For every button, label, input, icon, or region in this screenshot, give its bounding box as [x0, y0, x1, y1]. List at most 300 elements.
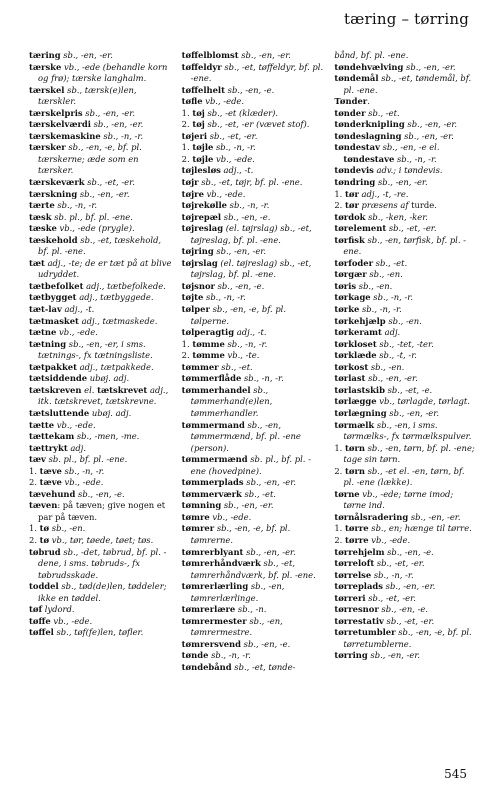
- headword: tærskelværdi: [29, 119, 91, 130]
- entry-text: 2.: [334, 534, 345, 545]
- dictionary-entry: [182, 131, 325, 143]
- running-head: tæring – tørring: [343, 10, 469, 28]
- headword: Tønder: [334, 96, 368, 107]
- dictionary-entry: [334, 535, 477, 547]
- entry-text: 2.: [334, 200, 345, 211]
- dictionary-entry: [29, 281, 172, 293]
- dictionary-entry: [334, 281, 477, 293]
- headword: tøffeldyr: [181, 61, 222, 72]
- headword: tørlast: [334, 373, 366, 384]
- entry-text: sb., -n, -r.: [213, 142, 256, 153]
- headword: tøjeri: [181, 130, 208, 141]
- entry-text: adj., itk. tætskrevet, tætskrevne.: [38, 384, 169, 407]
- headword: tø: [39, 534, 50, 545]
- entry-text: 2.: [181, 350, 193, 361]
- headword: tøndebånd: [181, 661, 232, 672]
- headword: tættrykt: [29, 442, 68, 453]
- entry-text: sb., -en, -er.: [367, 650, 421, 661]
- dictionary-entry: [334, 408, 477, 420]
- headword: tøndestave: [343, 153, 395, 164]
- dictionary-entry: [182, 339, 325, 351]
- dictionary-entry: [334, 547, 477, 559]
- headword: tørn: [345, 442, 365, 453]
- dictionary-entry: [182, 189, 325, 201]
- dictionary-entry: [29, 443, 172, 455]
- entry-text: sb., -en, -e.: [378, 604, 429, 615]
- dictionary-entry: [182, 662, 325, 674]
- entry-text: sb., -en, -er.: [403, 61, 456, 72]
- entry-text: sb., -en, -e el.: [379, 142, 440, 153]
- headword: tærskel: [29, 84, 65, 95]
- entry-text: adv.; i tøndevis.: [373, 165, 443, 176]
- headword: tømmer: [181, 361, 219, 372]
- dictionary-entry: [182, 454, 325, 477]
- dictionary-entry: [29, 523, 172, 535]
- dictionary-entry: [29, 85, 172, 108]
- dictionary-entry: [182, 512, 325, 524]
- dictionary-entry: [182, 500, 325, 512]
- dictionary-entry: [182, 604, 325, 616]
- column-right: [334, 50, 477, 674]
- dictionary-entry: [334, 396, 477, 408]
- headword: tøjle: [192, 142, 214, 153]
- entry-text: el.: [81, 384, 98, 395]
- headword: tølper: [181, 304, 210, 315]
- dictionary-entry: [29, 408, 172, 420]
- headword: tætsiddende: [29, 373, 88, 384]
- dictionary-entry: [334, 443, 477, 466]
- dictionary-entry: [334, 339, 477, 351]
- headword: tæskehold: [29, 234, 78, 245]
- headword: tøndring: [334, 177, 376, 188]
- headword: tørn: [345, 465, 365, 476]
- dictionary-entry: [29, 547, 172, 582]
- headword: tørgær: [334, 269, 367, 280]
- entry-text: sb., -en, -er.: [404, 119, 458, 130]
- dictionary-entry: [334, 50, 477, 62]
- headword: tørring: [334, 650, 368, 661]
- headword: tætskreven: [29, 384, 82, 395]
- entry-text: lydord.: [42, 604, 75, 615]
- dictionary-entry: [334, 385, 477, 397]
- headword: tøf: [29, 604, 43, 615]
- dictionary-entry: [182, 558, 325, 581]
- headword: tøndehvælving: [334, 61, 404, 72]
- headword: tølperagtig: [181, 327, 235, 338]
- entry-text: sb., -en, -er.: [243, 477, 296, 488]
- headword: tørkeramt: [334, 327, 382, 338]
- entry-text: vb., -ede.: [61, 477, 104, 488]
- dictionary-entry: [182, 477, 325, 489]
- entry-text: adj., tætbyggede.: [76, 292, 154, 303]
- entry-text: sb., -tet, -ter.: [376, 338, 434, 349]
- headword: tørkage: [334, 292, 371, 303]
- headword: tørmælk: [334, 419, 375, 430]
- dictionary-entry: [334, 235, 477, 258]
- headword: tævehund: [29, 488, 76, 499]
- dictionary-entry: [182, 650, 325, 662]
- headword: tøffel: [29, 627, 54, 638]
- headword: tøj: [192, 107, 205, 118]
- dictionary-entry: [182, 362, 325, 374]
- entry-text: adj.: [67, 442, 87, 453]
- dictionary-entry: [182, 200, 325, 212]
- dictionary-entry: [334, 177, 477, 189]
- dictionary-entry: [29, 627, 172, 639]
- entry-text: sb., -et, tæskehold, bf. pl. -ene.: [38, 234, 162, 257]
- dictionary-entry: [334, 108, 477, 120]
- headword: tørrelse: [334, 569, 372, 580]
- entry-text: 1.: [29, 465, 40, 476]
- dictionary-entry: [334, 200, 477, 212]
- entry-text: sb., -n, -r.: [54, 200, 98, 211]
- dictionary-entry: [182, 50, 325, 62]
- entry-text: adj., tætbefolkede.: [83, 280, 166, 291]
- dictionary-entry: [334, 212, 477, 224]
- entry-text: (el. tøjreslag) sb., -et, tøjrslag, bf. pl. -ene.: [190, 257, 312, 280]
- dictionary-entry: [334, 581, 477, 593]
- dictionary-entry: [182, 108, 325, 120]
- entry-text: adj., tætpakkede.: [77, 361, 154, 372]
- dictionary-entry: [334, 96, 477, 108]
- entry-text: 2.: [181, 153, 193, 164]
- entry-text: vb., -ede.: [203, 188, 246, 199]
- dictionary-entry: [29, 258, 172, 281]
- dictionary-entry: [29, 454, 172, 466]
- headword: tærskemaskine: [29, 130, 101, 141]
- headword: tærsker: [29, 142, 66, 153]
- entry-text: vb., -ede (prygle).: [56, 223, 135, 234]
- entry-text: sb., -en, -er.: [408, 511, 461, 522]
- dictionary-entry: [29, 292, 172, 304]
- headword: tøjsnor: [181, 280, 215, 291]
- dictionary-entry: [29, 50, 172, 62]
- dictionary-entry: [182, 327, 325, 339]
- headword: tønder: [334, 107, 366, 118]
- headword: tøjrslag: [181, 257, 218, 268]
- dictionary-entry: [334, 627, 477, 650]
- dictionary-entry: [182, 142, 325, 154]
- entry-text: vb., tørlagde, tørlagt.: [376, 396, 470, 407]
- dictionary-entry: [334, 269, 477, 281]
- headword: tøjte: [181, 292, 204, 303]
- dictionary-entry: [182, 639, 325, 651]
- dictionary-entry: [334, 258, 477, 270]
- headword: tøjr: [181, 177, 199, 188]
- entry-text: 1.: [29, 523, 40, 534]
- entry-text: 2.: [29, 534, 40, 545]
- entry-text: sb., -et, -er.: [374, 558, 425, 569]
- dictionary-entry: [334, 350, 477, 362]
- headword: tønde: [181, 650, 209, 661]
- dictionary-entry: [29, 604, 172, 616]
- entry-text: sb., -n, -r.: [371, 569, 414, 580]
- entry-text: vb., -ede.: [50, 615, 93, 626]
- dictionary-entry: [182, 177, 325, 189]
- dictionary-entry: [29, 616, 172, 628]
- headword: tætskrevet: [97, 384, 148, 395]
- headword: tømrermester: [181, 615, 247, 626]
- headword: tøffelblomst: [181, 50, 239, 60]
- dictionary-entry: [182, 223, 325, 246]
- headword: tørlægge: [334, 396, 377, 407]
- entry-text: sb., -en, i sms. tørmælks-, fx tørmælkspulver.: [343, 419, 472, 442]
- entry-text: sb., -en, -er.: [383, 581, 436, 592]
- column-left: [29, 50, 172, 674]
- page-number: 545: [444, 767, 467, 781]
- headword: tæven: [29, 500, 58, 511]
- headword: tørlægning: [334, 407, 387, 418]
- headword: tøjreslag: [181, 223, 224, 234]
- headword: tæt: [29, 257, 45, 268]
- dictionary-entry: [182, 616, 325, 639]
- entry-text: sb., -et.: [365, 107, 400, 118]
- headword: tørreplads: [334, 581, 383, 592]
- entry-text: sb., -en, -er.: [82, 107, 135, 118]
- entry-text: sb., -n, -r.: [203, 292, 246, 303]
- headword: tørdok: [334, 211, 366, 222]
- entry-text: sb., -et.: [241, 488, 276, 499]
- dictionary-entry: [29, 131, 172, 143]
- headword: tøjring: [181, 246, 214, 257]
- entry-text: sb., -en, -e.: [384, 546, 434, 557]
- dictionary-columns: [29, 50, 477, 674]
- headword: tørretumbler: [334, 627, 396, 638]
- entry-text: sb., -en.: [385, 315, 422, 326]
- headword: tørelement: [334, 223, 387, 234]
- dictionary-entry: [182, 420, 325, 455]
- dictionary-entry: [182, 85, 325, 97]
- entry-text: sb., -et, -e.: [384, 384, 433, 395]
- entry-text: sb., -et, -er.: [383, 615, 435, 626]
- headword: tærte: [29, 200, 55, 211]
- dictionary-entry: [29, 420, 172, 432]
- dictionary-entry: [334, 512, 477, 524]
- entry-text: sb., tøf(fe)len, tøfler.: [53, 627, 144, 638]
- dictionary-entry: [29, 200, 172, 212]
- headword: tærskelpris: [29, 107, 83, 118]
- headword: tørre: [345, 534, 369, 545]
- entry-text: vb., -ede; tørne imod; tørne ind.: [343, 488, 454, 511]
- dictionary-entry: [182, 304, 325, 327]
- entry-text: sb. pl., bf. pl. -ene.: [51, 211, 133, 222]
- dictionary-entry: [334, 316, 477, 328]
- headword: tømmermænd: [181, 454, 248, 465]
- entry-text: sb., -en, -er.: [77, 188, 130, 199]
- entry-text: 1.: [181, 338, 193, 349]
- entry-text: sb., -en, -er.: [213, 246, 267, 257]
- dictionary-entry: [182, 165, 325, 177]
- dictionary-entry: [334, 327, 477, 339]
- entry-text: sb., -et, tøffeldyr, bf. pl. -ene.: [190, 61, 324, 84]
- entry-text: sb., -en, -e.: [221, 211, 271, 222]
- entry-text: sb., -et.: [373, 257, 408, 268]
- dictionary-entry: [29, 119, 172, 131]
- dictionary-entry: [29, 235, 172, 258]
- headword: tøjlesløs: [181, 165, 221, 176]
- headword: tømmerhandel: [181, 384, 251, 395]
- headword: tørlastskib: [334, 384, 385, 395]
- entry-text: (el. tøjrslag) sb., -et, tøjreslag, bf. pl. -ene.: [190, 223, 312, 245]
- dictionary-entry: [182, 258, 325, 281]
- dictionary-entry: [29, 108, 172, 120]
- headword: tørreloft: [334, 558, 375, 569]
- entry-text: sb., -et, -er.: [386, 223, 437, 234]
- headword: tæv: [29, 454, 46, 465]
- entry-text: 2.: [181, 119, 193, 130]
- dictionary-entry: [29, 489, 172, 501]
- entry-text: sb., -en, -e, bf. pl. tørretumblerne.: [343, 627, 472, 649]
- headword: tønderknipling: [334, 119, 405, 130]
- dictionary-entry: [334, 119, 477, 131]
- headword: tømrerhåndværk: [181, 558, 261, 569]
- entry-text: sb., -men, -me.: [74, 431, 140, 442]
- dictionary-entry: [182, 281, 325, 293]
- entry-text: 1.: [181, 142, 193, 153]
- entry-text: adj., -t, -re.: [358, 188, 409, 199]
- dictionary-entry: [29, 466, 172, 478]
- entry-text: sb., -n, -r.: [61, 465, 105, 476]
- entry-text: sb., -et (klæder).: [204, 107, 279, 118]
- entry-text: sb., -et, tønde-: [231, 661, 296, 672]
- entry-text: sb., -en, tørn, bf. pl. -ene; tage sin tørn.: [343, 442, 475, 465]
- headword: tø: [39, 523, 50, 534]
- headword: tærske: [29, 61, 62, 72]
- entry-text: sb., -n, -r.: [359, 304, 402, 315]
- entry-text: sb., -et, -er (vævet stof).: [204, 119, 310, 130]
- dictionary-entry: [29, 62, 172, 85]
- headword: tør: [345, 200, 359, 211]
- headword: tætbefolket: [29, 280, 84, 291]
- dictionary-entry: [29, 304, 172, 316]
- headword: tæske: [29, 223, 57, 234]
- entry-text: vb., -ede.: [213, 153, 255, 164]
- dictionary-entry: [29, 327, 172, 339]
- entry-text: sb. pl., bf. pl. -ene (hovedpine).: [190, 454, 311, 476]
- headword: tætbygget: [29, 292, 77, 303]
- dictionary-entry: [334, 131, 477, 143]
- entry-text: sb., tærsk(e)len, tærskler.: [38, 84, 137, 107]
- dictionary-entry: [182, 154, 325, 166]
- dictionary-entry: [29, 500, 172, 523]
- entry-text: sb., -en, -e, bf. pl. tømrerne.: [190, 523, 291, 545]
- headword: tømmermand: [181, 419, 245, 430]
- entry-text: bånd, bf. pl. -ene.: [334, 50, 409, 60]
- entry-text: sb., -n, -r.: [370, 292, 414, 303]
- headword: tørnålsradering: [334, 511, 409, 522]
- dictionary-entry: [334, 292, 477, 304]
- entry-text: adj., -t.: [234, 327, 267, 338]
- headword: tørfoder: [334, 257, 373, 268]
- entry-text: sb., -et, -er.: [207, 130, 258, 141]
- entry-text: sb., -en, tømrermestre.: [190, 615, 283, 638]
- dictionary-entry: [29, 189, 172, 201]
- headword: tømrer: [181, 523, 215, 534]
- entry-text: sb., -n, -r.: [226, 200, 270, 211]
- headword: tærskning: [29, 188, 78, 199]
- entry-text: sb., -en, -er.: [243, 546, 296, 557]
- dictionary-entry: [334, 558, 477, 570]
- entry-text: sb., -et, tøndemål, bf. pl. -ene.: [343, 73, 472, 95]
- entry-text: ubøj. adj.: [87, 373, 130, 384]
- headword: tøfle: [181, 96, 203, 107]
- headword: tømning: [181, 500, 222, 511]
- dictionary-entry: [182, 385, 325, 420]
- dictionary-entry: [334, 165, 477, 177]
- entry-text: sb., -en, -er.: [375, 177, 428, 188]
- headword: tørne: [334, 488, 360, 499]
- dictionary-entry: [29, 316, 172, 328]
- entry-text: sb., -en, -e.: [75, 488, 125, 499]
- dictionary-entry: [29, 581, 172, 604]
- entry-text: 2.: [29, 477, 40, 488]
- headword: tæve: [39, 465, 62, 476]
- entry-text: vb., -ede (behandle korn og frø); tærske langhalm.: [38, 61, 168, 84]
- headword: tøffe: [29, 615, 51, 626]
- headword: tøjle: [192, 153, 214, 164]
- dictionary-entry: [29, 477, 172, 489]
- entry-text: sb., -en, -e, bf. pl. tærskerne; æde som en tærsker.: [38, 142, 142, 176]
- entry-text: sb., -et, tøjr, bf. pl. -ene.: [198, 177, 303, 188]
- dictionary-entry: [29, 212, 172, 224]
- headword: tørresnor: [334, 604, 379, 615]
- entry-text: sb., -n, -r.: [208, 650, 251, 661]
- headword: tætsluttende: [29, 407, 90, 418]
- dictionary-entry: [182, 489, 325, 501]
- headword: tøbrud: [29, 546, 61, 557]
- entry-text: sb., -n, -r.: [241, 373, 284, 384]
- entry-text: sb., -en, -er.: [90, 119, 144, 130]
- headword: tæve: [39, 477, 62, 488]
- dictionary-entry: [334, 189, 477, 201]
- dictionary-entry: [29, 362, 172, 374]
- entry-text: vb., -ede.: [56, 327, 98, 338]
- dictionary-entry: [29, 535, 172, 547]
- entry-text: sb., -en, tømrerlærlinge.: [190, 581, 285, 603]
- headword: tørfisk: [334, 234, 365, 245]
- entry-text: sb., -en.: [366, 269, 403, 280]
- headword: tæsk: [29, 211, 52, 222]
- dictionary-entry: [334, 304, 477, 316]
- dictionary-entry: [182, 523, 325, 546]
- dictionary-entry: [182, 62, 325, 85]
- entry-text: sb., -et.: [218, 361, 253, 372]
- entry-text: adj.: [381, 327, 401, 338]
- dictionary-entry: [29, 373, 172, 385]
- entry-text: sb., -en, -er.: [386, 407, 439, 418]
- entry-text: sb., -en, -er.: [60, 50, 113, 60]
- entry-text: sb., -en, -er.: [365, 373, 418, 384]
- entry-text: sb., -ken, -ker.: [365, 211, 428, 222]
- headword: tømme: [192, 350, 225, 361]
- dictionary-entry: [182, 373, 325, 385]
- entry-text: 1.: [334, 523, 345, 534]
- dictionary-entry: [334, 593, 477, 605]
- headword: tømrersvend: [181, 638, 241, 649]
- entry-text: sb., -en, -er.: [401, 130, 454, 141]
- headword: tørkehjælp: [334, 315, 386, 326]
- dictionary-entry: [29, 431, 172, 443]
- entry-text: sb., -et, -er.: [365, 592, 416, 603]
- headword: tørrehjelm: [334, 546, 385, 557]
- headword: tøjre: [181, 188, 204, 199]
- entry-text: adj., tætmaskede.: [78, 315, 158, 326]
- headword: tæring: [29, 50, 61, 60]
- dictionary-entry: [334, 523, 477, 535]
- entry-text: sb., en; hænge til tørre.: [368, 523, 472, 534]
- headword: tørrestativ: [334, 615, 384, 626]
- entry-text: sb., tød(de)len, tøddeler; ikke en tøddel.: [38, 581, 167, 603]
